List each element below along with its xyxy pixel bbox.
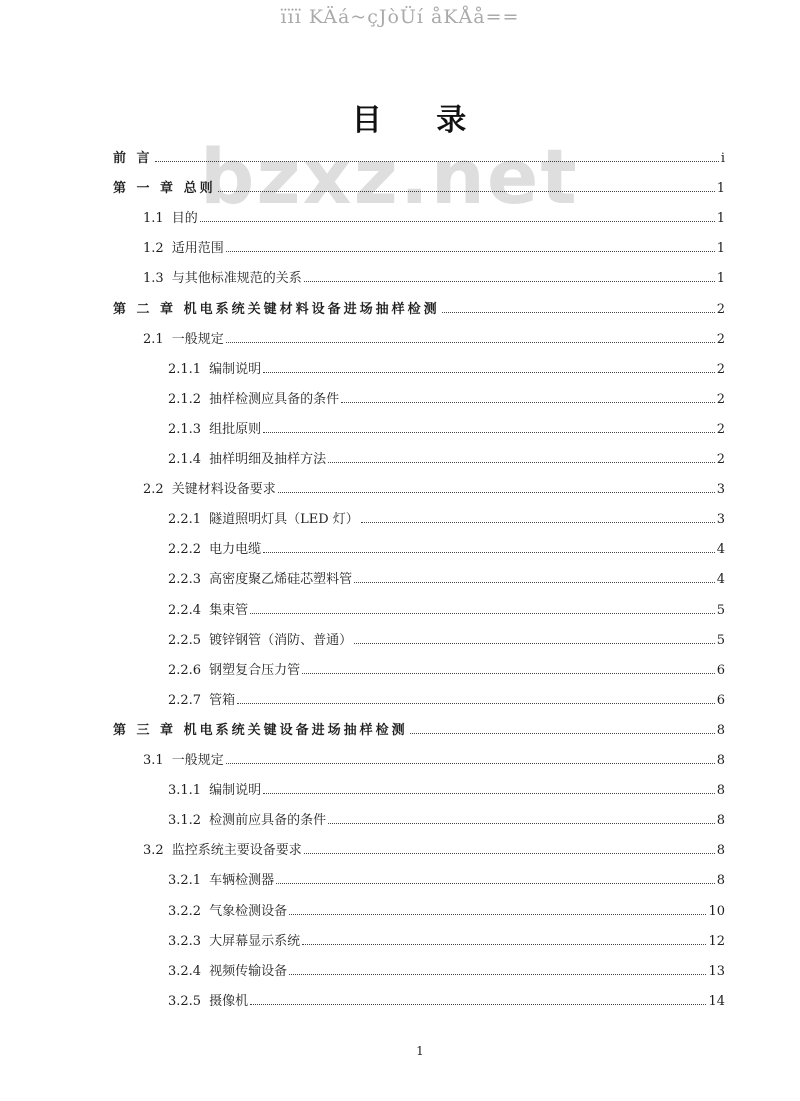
toc-entry-number: 3.1 — [143, 753, 164, 768]
toc-entry — [168, 383, 725, 407]
toc-entry-title: 电力电缆 — [209, 542, 262, 558]
toc-entry-label — [168, 689, 235, 708]
dot-leader — [226, 342, 715, 343]
toc-entry-title: 第 三 章 机电系统关键设备进场抽样检测 — [113, 722, 408, 738]
toc-entry-label — [168, 900, 287, 919]
toc-entry — [168, 594, 725, 618]
dot-leader — [361, 522, 715, 523]
toc-entry — [168, 654, 725, 678]
toc-entry-title: 编制说明 — [209, 783, 262, 799]
toc-entry-title: 检测前应具备的条件 — [209, 813, 327, 829]
toc-entry — [168, 684, 725, 708]
toc-entry-number: 3.1.2 — [168, 813, 202, 829]
dot-leader — [328, 462, 715, 463]
toc-chapter-entry — [113, 714, 725, 738]
toc-entry-page: 6 — [716, 692, 725, 708]
toc-entry-label — [168, 930, 300, 949]
toc-entry-title: 镀锌钢管（消防、普通） — [209, 632, 353, 648]
dot-leader — [263, 552, 715, 553]
toc-entry-label — [168, 568, 352, 587]
toc-entry-label — [168, 358, 261, 377]
toc-entry-page: 2 — [716, 331, 725, 347]
toc-entry-label — [143, 749, 224, 768]
toc-entry — [143, 834, 725, 858]
toc-chapter-entry — [113, 172, 725, 196]
toc-entry — [143, 473, 725, 497]
toc-entry-number: 2.2 — [143, 482, 164, 498]
toc-entry-page: 13 — [708, 963, 725, 979]
toc-entry-number: 2.1.4 — [168, 452, 202, 467]
toc-entry — [168, 533, 725, 557]
toc-entry-label — [113, 177, 216, 196]
dot-leader — [237, 703, 715, 704]
dot-leader — [328, 823, 715, 824]
toc-entry-number: 3.2 — [143, 843, 164, 859]
dot-leader — [354, 582, 715, 583]
toc-entry-number: 2.1.2 — [168, 391, 202, 407]
dot-leader — [354, 643, 715, 644]
dot-leader — [341, 402, 715, 403]
toc-entry — [143, 232, 725, 256]
toc-entry-page: 8 — [716, 813, 725, 829]
toc-entry-title: 摄像机 — [209, 993, 249, 1009]
dot-leader — [304, 853, 715, 854]
dot-leader — [302, 944, 706, 945]
toc-entry-title: 管箱 — [209, 692, 236, 708]
toc-entry-page: 8 — [716, 873, 725, 889]
toc-entry — [168, 925, 725, 949]
toc-entry-title: 高密度聚乙烯硅芯塑料管 — [209, 572, 353, 588]
toc-entry-label — [168, 388, 339, 407]
toc-entry-page: 4 — [716, 542, 725, 558]
toc-entry-page: i — [720, 151, 725, 166]
toc-entry — [168, 985, 725, 1009]
toc-entry-number: 3.1.1 — [168, 783, 202, 799]
toc-entry-number: 1.2 — [143, 241, 164, 257]
toc-entry-title: 目的 — [171, 211, 198, 227]
toc-entry-page: 3 — [716, 512, 725, 528]
toc-entry-number: 3.2.2 — [168, 903, 202, 919]
toc-entry-title: 隧道照明灯具（LED 灯） — [209, 512, 359, 528]
toc-chapter-entry — [113, 293, 725, 317]
toc-entry-page: 12 — [708, 933, 725, 949]
dot-leader — [250, 613, 715, 614]
toc-entry — [143, 744, 725, 768]
toc-entry-page: 2 — [716, 361, 725, 377]
toc-entry-page: 2 — [716, 391, 725, 407]
toc-entry-page: 8 — [716, 783, 725, 799]
toc-entry-label — [168, 779, 261, 798]
toc-entry-number: 2.1.1 — [168, 361, 202, 377]
dot-leader — [200, 221, 715, 222]
toc-entry-number: 3.2.1 — [168, 873, 202, 889]
dot-leader — [218, 191, 715, 192]
toc-entry-label — [168, 599, 248, 618]
toc-entry-title: 编制说明 — [209, 361, 262, 377]
toc-entry-label — [113, 298, 440, 317]
toc-entry-title: 大屏幕显示系统 — [209, 933, 301, 949]
toc-entry-page: 6 — [716, 662, 725, 678]
toc-entry-number: 2.2.3 — [168, 572, 202, 588]
toc-entry-title: 监控系统主要设备要求 — [171, 843, 302, 859]
toc-entry-label — [168, 869, 274, 888]
toc-entry-number: 2.1 — [143, 331, 164, 347]
toc-chapter-entry — [113, 142, 725, 166]
toc-entry-title: 车辆检测器 — [209, 873, 275, 889]
toc-entry-label — [168, 809, 326, 828]
toc-entry-title: 一般规定 — [171, 331, 224, 347]
toc-entry-label — [168, 960, 287, 979]
toc-entry — [168, 804, 725, 828]
toc-entry-page: 5 — [716, 602, 725, 618]
toc-entry-label — [113, 147, 153, 166]
toc-entry-title: 一般规定 — [171, 753, 224, 768]
dot-leader — [263, 432, 715, 433]
toc-entry-label — [143, 328, 224, 347]
toc-entry-title: 前 言 — [113, 151, 153, 166]
toc-entry-page: 3 — [716, 482, 725, 498]
toc-entry-number: 2.2.5 — [168, 632, 202, 648]
toc-entry-number: 1.3 — [143, 271, 164, 287]
toc-entry-label — [143, 267, 302, 286]
toc-entry-title: 组批原则 — [209, 421, 262, 437]
toc-entry — [168, 563, 725, 587]
toc-entry-page: 8 — [716, 753, 725, 768]
toc-entry-page: 1 — [716, 211, 725, 227]
dot-leader — [263, 372, 715, 373]
toc-entry-number: 3.2.3 — [168, 933, 202, 949]
dot-leader — [276, 883, 715, 884]
toc-entry-label — [168, 659, 300, 678]
toc-entry-label — [168, 538, 261, 557]
toc-entry-number: 3.2.4 — [168, 963, 202, 979]
toc-entry-label — [143, 478, 276, 497]
toc-entry-label — [168, 448, 326, 467]
toc-entry-page: 1 — [716, 271, 725, 287]
toc-entry-number: 2.2.1 — [168, 512, 202, 528]
toc-entry-title: 抽样明细及抽样方法 — [209, 452, 327, 467]
toc-entry-number: 2.2.6 — [168, 662, 202, 678]
toc-entry-label — [143, 839, 302, 858]
dot-leader — [263, 793, 715, 794]
page-title: 目 录 — [351, 103, 489, 138]
toc-entry — [168, 955, 725, 979]
page-number: 1 — [416, 1044, 424, 1058]
toc-entry-label — [168, 508, 359, 527]
toc-entry — [168, 774, 725, 798]
toc-entry-label — [168, 990, 248, 1009]
toc-entry-page: 5 — [716, 632, 725, 648]
toc-entry-number: 1.1 — [143, 211, 164, 227]
dot-leader — [250, 1004, 706, 1005]
toc-entry-page: 1 — [716, 181, 725, 197]
toc-entry-page: 2 — [716, 421, 725, 437]
dot-leader — [226, 763, 715, 764]
dot-leader — [302, 673, 715, 674]
toc-entry — [168, 895, 725, 919]
toc-entry-label — [168, 418, 261, 437]
toc-entry-label — [143, 237, 224, 256]
dot-leader — [410, 733, 715, 734]
toc-entry — [168, 864, 725, 888]
toc-entry-number: 3.2.5 — [168, 993, 202, 1009]
toc-entry-page: 8 — [716, 722, 725, 738]
toc-entry — [168, 413, 725, 437]
dot-leader — [226, 251, 715, 252]
dot-leader — [278, 492, 715, 493]
toc-entry — [168, 624, 725, 648]
toc-entry — [143, 323, 725, 347]
toc-entry-label — [113, 719, 408, 738]
toc-entry — [168, 353, 725, 377]
toc-entry-page: 8 — [716, 843, 725, 859]
dot-leader — [289, 914, 706, 915]
dot-leader — [442, 312, 715, 313]
dot-leader — [289, 974, 706, 975]
toc-entry-page: 2 — [716, 452, 725, 467]
toc-entry-label — [143, 207, 198, 226]
dot-leader — [304, 281, 715, 282]
toc-entry-title: 钢塑复合压力管 — [209, 662, 301, 678]
toc-entry — [143, 262, 725, 286]
dot-leader — [155, 161, 719, 162]
toc-entry-title: 关键材料设备要求 — [171, 482, 276, 498]
toc-entry-title: 适用范围 — [171, 241, 224, 257]
toc-entry-title: 集束管 — [209, 602, 249, 618]
toc-entry-page: 2 — [716, 301, 725, 317]
toc-entry-title: 气象检测设备 — [209, 903, 288, 919]
toc-entry — [143, 202, 725, 226]
toc-entry-number: 2.2.2 — [168, 542, 202, 558]
toc-entry-number: 2.1.3 — [168, 421, 202, 437]
toc-entry — [168, 503, 725, 527]
toc-entry — [168, 443, 725, 467]
toc-entry-title: 第 二 章 机电系统关键材料设备进场抽样检测 — [113, 301, 440, 317]
toc-entry-page: 10 — [708, 903, 725, 919]
toc-entry-page: 1 — [716, 241, 725, 257]
toc-entry-title: 抽样检测应具备的条件 — [209, 391, 340, 407]
toc-entry-title: 视频传输设备 — [209, 963, 288, 979]
toc-entry-number: 2.2.4 — [168, 602, 202, 618]
toc-entry-title: 第 一 章 总则 — [113, 181, 216, 197]
page-header-garbled-text: ïïï KÄá~çJòÜí åKÅå== — [280, 6, 520, 28]
toc-entry-label — [168, 629, 352, 648]
toc-entry-page: 4 — [716, 572, 725, 588]
toc-entry-number: 2.2.7 — [168, 692, 202, 708]
toc-entry-title: 与其他标准规范的关系 — [171, 271, 302, 287]
watermark: bzxz.net — [200, 132, 579, 221]
toc-entry-page: 14 — [708, 993, 725, 1009]
